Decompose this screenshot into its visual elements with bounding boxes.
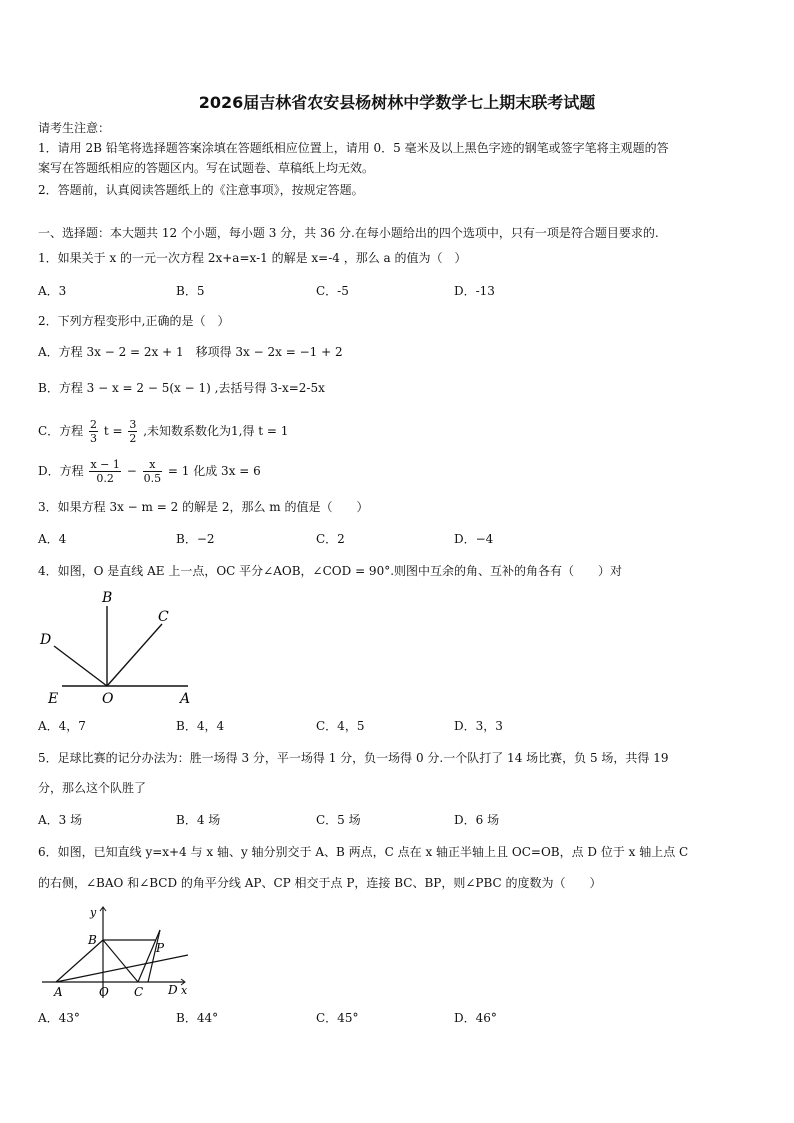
q5-option-c[interactable]: C．5 场 <box>316 813 361 827</box>
q2-option-d-suffix: = 1 化成 3x = 6 <box>167 464 261 478</box>
label-a: A <box>54 985 63 999</box>
label-p: P <box>156 941 165 955</box>
notice-item-1a: 1．请用 2B 铅笔将选择题答案涂填在答题纸相应位置上，请用 0．5 毫米及以上黑色字迹的钢笔或签字笔将主观题的答 <box>38 141 669 155</box>
notice-item-2: 2．答题前，认真阅读答题纸上的《注意事项》，按规定答题。 <box>38 183 364 197</box>
angle-figure <box>36 586 206 710</box>
q4-option-b[interactable]: B．4，4 <box>176 719 225 733</box>
question-2-stem: 2．下列方程变形中,正确的是（ ） <box>38 314 230 328</box>
q2-option-c-suffix: ,未知数系数化为1,得 t = 1 <box>143 424 289 438</box>
q5-option-b[interactable]: B．4 场 <box>176 813 221 827</box>
q3-option-d[interactable]: D．−4 <box>454 532 494 546</box>
question-5-stem-a: 5．足球比赛的记分办法为：胜一场得 3 分，平一场得 1 分，负一场得 0 分.一个队打了 14 场比赛，负 5 场，共得 19 <box>38 751 669 765</box>
question-1-stem: 1．如果关于 x 的一元一次方程 2x+a=x-1 的解是 x=-4 ，那么 a 的值为（ ） <box>38 251 467 265</box>
q6-option-d[interactable]: D．46° <box>454 1011 497 1025</box>
ray-oc <box>107 624 162 686</box>
minus-sign: − <box>126 464 137 478</box>
fraction-denominator: 2 <box>129 432 137 445</box>
q2-option-b[interactable] <box>38 380 325 396</box>
line-ap <box>56 955 188 982</box>
fraction-numerator: x − 1 <box>90 458 120 471</box>
question-4-stem: 4．如图，O 是直线 AE 上一点，OC 平分∠AOB，∠COD = 90°.则图中互余的角、互补的角各有（ ）对 <box>38 564 623 578</box>
notice-heading: 请考生注意： <box>38 121 111 135</box>
page-title: 2026届吉林省农安县杨树林中学数学七上期末联考试题 <box>198 93 596 112</box>
segment-bc <box>103 940 138 982</box>
q3-option-b[interactable]: B．−2 <box>176 532 215 546</box>
q1-option-b[interactable]: B．5 <box>176 284 205 298</box>
label-d: D <box>40 632 52 648</box>
label-d: D <box>168 983 178 997</box>
label-c: C <box>134 985 144 999</box>
label-a: A <box>180 691 191 707</box>
q2-option-c-variable: t = <box>103 424 123 438</box>
q1-option-d[interactable]: D．-13 <box>454 284 495 298</box>
fraction-numerator: 2 <box>90 418 98 431</box>
question-3-stem: 3．如果方程 3x − m = 2 的解是 2，那么 m 的值是（ ） <box>38 500 369 514</box>
label-c: C <box>158 609 169 625</box>
q6-option-a[interactable]: A．43° <box>38 1011 80 1025</box>
label-o: O <box>99 985 109 999</box>
label-o: O <box>102 691 114 707</box>
fraction-x-over-0-5 <box>143 458 163 485</box>
q2-option-d-prefix: D．方程 <box>38 464 84 478</box>
section-heading: 一、选择题：本大题共 12 个小题，每小题 3 分，共 36 分.在每小题给出的四个选项中，只有一项是符合题目要求的. <box>38 226 659 240</box>
label-b: B <box>102 590 113 606</box>
question-6-stem-a: 6．如图，已知直线 y=x+4 与 x 轴、y 轴分别交于 A、B 两点，C 点在 x 轴正半轴上且 OC=OB，点 D 位于 x 轴上点 C <box>38 845 689 859</box>
q1-option-a[interactable]: A．3 <box>38 284 67 298</box>
q2-option-b-prefix: B．方程 <box>38 381 83 395</box>
question-5-stem-b: 分，那么这个队胜了 <box>38 781 147 795</box>
q3-option-a[interactable]: A．4 <box>38 532 67 546</box>
q5-option-a[interactable]: A．3 场 <box>38 813 83 827</box>
q2-option-b-expression: 3 − x = 2 − 5(x − 1) <box>86 381 211 395</box>
coordinate-figure <box>38 900 198 1002</box>
q4-option-d[interactable]: D．3，3 <box>454 719 503 733</box>
line-cp <box>138 930 160 982</box>
fraction-x-minus-1-over-0-2 <box>89 458 120 485</box>
q2-option-d[interactable] <box>38 456 261 486</box>
q2-option-b-suffix: ,去括号得 3-x=2-5x <box>214 381 325 395</box>
ray-od <box>54 646 107 686</box>
q3-option-c[interactable]: C．2 <box>316 532 345 546</box>
fraction-three-halves <box>128 418 137 445</box>
q5-option-d[interactable]: D．6 场 <box>454 813 500 827</box>
q4-option-c[interactable]: C．4，5 <box>316 719 365 733</box>
fraction-denominator: 0.2 <box>96 472 114 485</box>
line-from-d <box>148 930 160 982</box>
q6-option-b[interactable]: B．44° <box>176 1011 219 1025</box>
q2-option-c-prefix: C．方程 <box>38 424 84 438</box>
fraction-two-thirds <box>89 418 98 445</box>
label-b: B <box>88 933 97 947</box>
q2-option-c[interactable] <box>38 416 288 446</box>
question-6-stem-b: 的右侧，∠BAO 和∠BCD 的角平分线 AP、CP 相交于点 P，连接 BC、BP，则∠PBC 的度数为（ ） <box>38 876 602 890</box>
q6-option-c[interactable]: C．45° <box>316 1011 359 1025</box>
fraction-denominator: 3 <box>90 432 98 445</box>
fraction-numerator: x <box>143 458 163 472</box>
fraction-numerator: 3 <box>129 418 137 431</box>
q2-option-a[interactable]: A．方程 3x − 2 = 2x + 1 移项得 3x − 2x = −1 + 2 <box>38 345 343 359</box>
q1-option-c[interactable]: C．-5 <box>316 284 349 298</box>
fraction-denominator: 0.5 <box>143 472 162 485</box>
label-x: x <box>181 984 188 997</box>
label-y: y <box>90 906 97 919</box>
notice-item-1b: 案写在答题纸相应的答题区内。写在试题卷、草稿纸上均无效。 <box>38 161 375 175</box>
q4-option-a[interactable]: A．4，7 <box>38 719 86 733</box>
label-e: E <box>48 691 59 707</box>
